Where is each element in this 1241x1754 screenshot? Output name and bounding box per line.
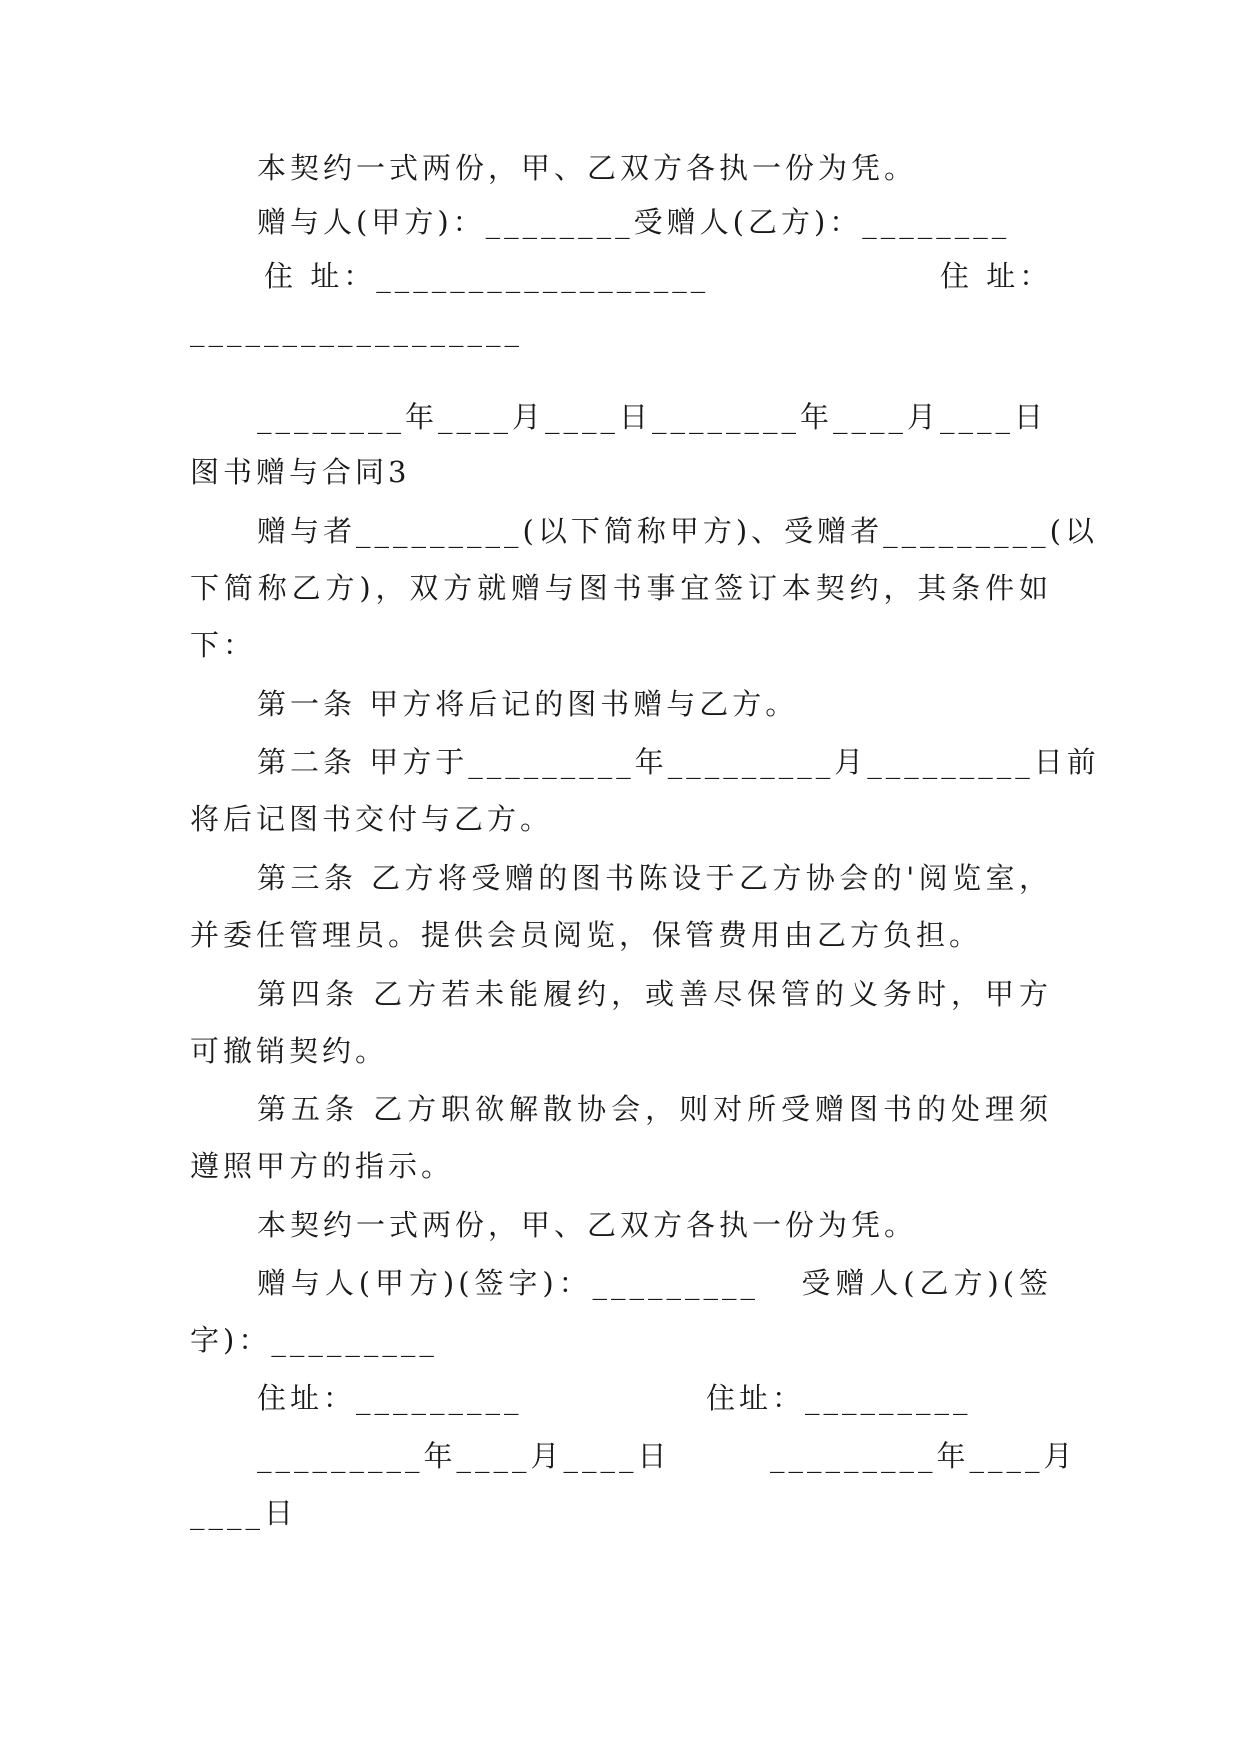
- closing-address-left: 住址：_________: [257, 1381, 523, 1415]
- signature-line-2: 字)：_________: [190, 1323, 438, 1357]
- donor-recipient-line: 赠与人(甲方)：________受赠人(乙方)：________: [257, 205, 1011, 239]
- article-3-line-2: 并委任管理员。提供会员阅览，保管费用由乙方负担。: [190, 918, 983, 952]
- article-4-line-1: 第四条 乙方若未能履约，或善尽保管的义务时，甲方: [257, 977, 1052, 1011]
- article-2-line-2: 将后记图书交付与乙方。: [190, 802, 554, 836]
- date-line: ________年____月____日________年____月____日: [257, 400, 1048, 434]
- article-2-line-1: 第二条 甲方于_________年_________月_________日前: [257, 745, 1100, 779]
- article-3-line-1: 第三条 乙方将受赠的图书陈设于乙方协会的'阅览室，: [257, 861, 1052, 895]
- closing-date-right-day: ____日: [190, 1496, 298, 1530]
- copies-statement: 本契约一式两份，甲、乙双方各执一份为凭。: [257, 151, 918, 185]
- address-line-right: 住 址：: [940, 259, 1053, 293]
- closing-date-left: _________年____月____日: [257, 1439, 671, 1473]
- article-1: 第一条 甲方将后记的图书赠与乙方。: [257, 687, 799, 721]
- closing-address-right: 住址：_________: [706, 1381, 972, 1415]
- intro-paragraph-line-2: 下简称乙方)，双方就赠与图书事宜签订本契约，其条件如: [190, 571, 1052, 605]
- signature-line-1: 赠与人(甲方)(签字)：_________ 受赠人(乙方)(签: [257, 1266, 1052, 1300]
- closing-copies-statement: 本契约一式两份，甲、乙双方各执一份为凭。: [257, 1208, 918, 1242]
- intro-paragraph-line-1: 赠与者_________(以下简称甲方)、受赠者_________(以: [257, 514, 1098, 548]
- address-blank: __________________: [190, 313, 523, 347]
- intro-paragraph-line-3: 下：: [190, 628, 257, 662]
- article-5-line-2: 遵照甲方的指示。: [190, 1149, 455, 1183]
- article-4-line-2: 可撤销契约。: [190, 1034, 389, 1068]
- section-title: 图书赠与合同3: [190, 455, 411, 489]
- closing-date-right: _________年____月: [770, 1439, 1077, 1473]
- address-line-left: 住 址：__________________: [264, 259, 710, 293]
- article-5-line-1: 第五条 乙方职欲解散协会，则对所受赠图书的处理须: [257, 1092, 1052, 1126]
